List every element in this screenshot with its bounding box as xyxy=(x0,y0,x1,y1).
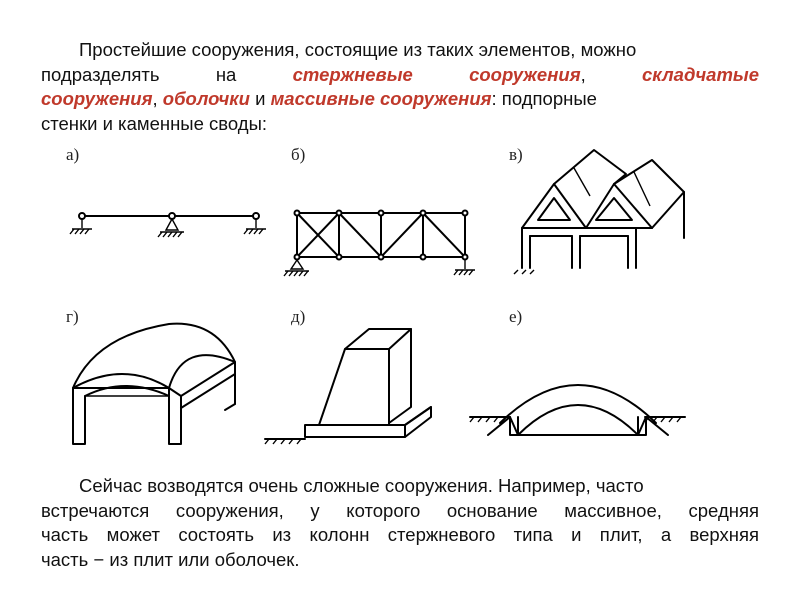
figure-label-d: д) xyxy=(291,307,306,326)
intro-line-1: Простейшие сооружения, состоящие из таких элементов, можно xyxy=(79,39,637,60)
figure-label-g: г) xyxy=(66,307,79,326)
intro-line-2: подразделять на стержневые сооружения, складчатые xyxy=(41,63,759,85)
intro-paragraph xyxy=(41,38,759,136)
outro-line-2: встречаются сооружения, у которого основание массивное, средняя xyxy=(41,499,759,521)
figure-label-b: б) xyxy=(291,145,306,164)
term-rod-structures: стержневые сооружения xyxy=(292,63,581,85)
shell-structure-diagram xyxy=(65,320,255,450)
outro-line-3: часть может состоять из колонн стержневого типа и плит, а верхняя xyxy=(41,524,759,545)
term-folded: складчатые xyxy=(642,63,759,85)
term-shells: оболочки xyxy=(162,88,250,109)
folded-roof-diagram xyxy=(510,148,710,273)
outro-paragraph xyxy=(41,474,759,572)
intro-line-4: стенки и каменные своды: xyxy=(41,112,268,134)
term-folded-structures: сооружения xyxy=(41,88,153,109)
figure-label-v: в) xyxy=(509,145,523,164)
figure-label-e: е) xyxy=(509,307,523,326)
beam-diagram xyxy=(60,200,280,250)
intro-line-3: сооружения, оболочки и массивные сооружения: подпорные xyxy=(41,88,597,109)
outro-line-4: часть − из плит или оболочек. xyxy=(41,548,300,570)
retaining-wall-diagram xyxy=(265,325,440,445)
figure-label-a: а) xyxy=(66,145,80,164)
term-massive-structures: массивные сооружения xyxy=(270,88,492,109)
truss-diagram xyxy=(285,205,485,275)
stone-arch-diagram xyxy=(470,375,690,450)
outro-line-1: Сейчас возводятся очень сложные сооружения. Например, часто xyxy=(79,475,644,496)
